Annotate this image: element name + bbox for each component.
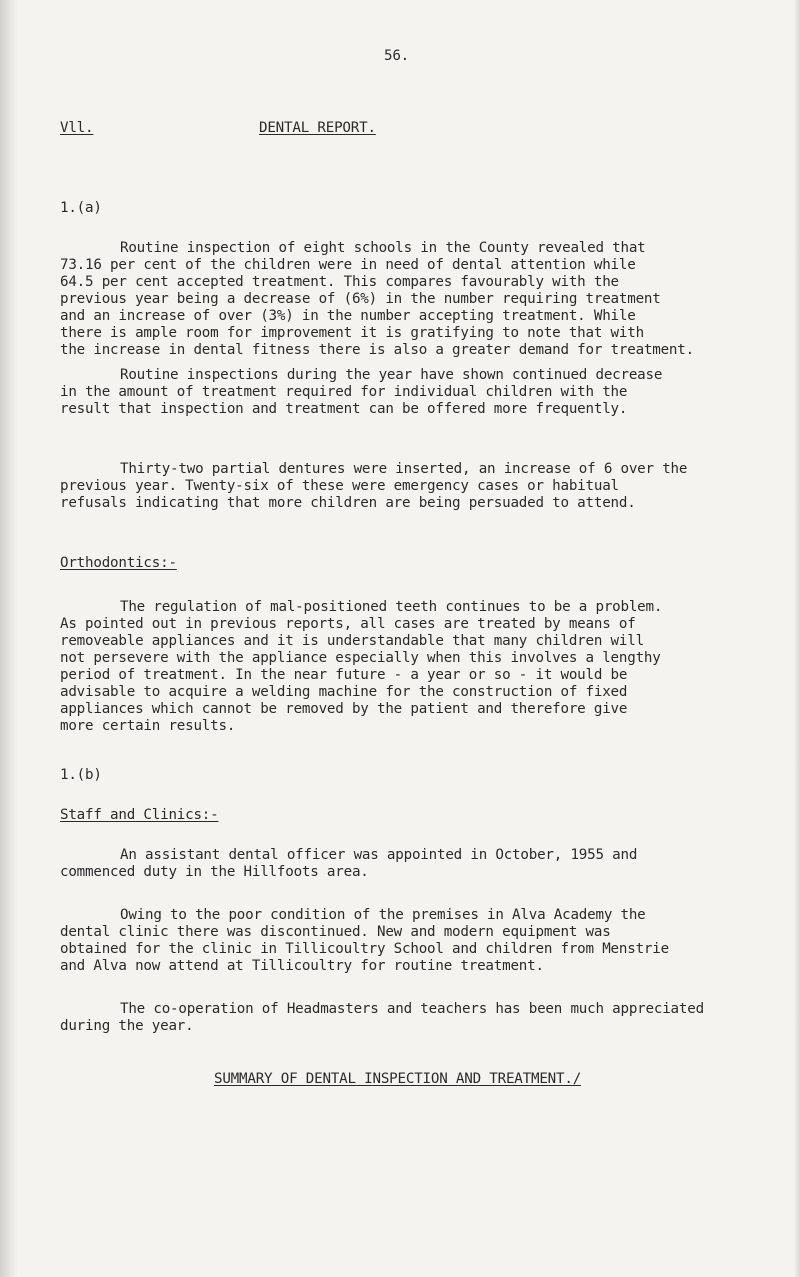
section-title: DENTAL REPORT.: [259, 120, 376, 136]
orthodontics-paragraph: The regulation of mal-positioned teeth continues to be a problem. As pointed out in previous reports, all cases are treated by means of removeable appliances and it is understandable that many children will not persevere with the appliance especially when this involves a lengthy period of treatment. In the near future - a year or so - it would be advisable to acquire a welding machine for the construction of fixed appliances which cannot be removed by the patient and therefore give more certain results.: [60, 599, 663, 734]
summary-continuation-link[interactable]: SUMMARY OF DENTAL INSPECTION AND TREATMENT./: [214, 1071, 582, 1087]
subsection-1b-label: 1.(b): [60, 767, 102, 783]
section-number: Vll.: [60, 120, 94, 136]
paragraph-1a-2: Routine inspections during the year have shown continued decrease in the amount of treatment required for individual children with the result that inspection and treatment can be offered more frequently.: [60, 367, 663, 417]
paragraph-1a-1: Routine inspection of eight schools in the County revealed that 73.16 per cent of the children were in need of dental attention while 64.5 per cent accepted treatment. This compares favourably with the previous year being a decrease of (6%) in the number requiring treatment and an increase of over (3%) in the number accepting treatment. While there is ample room for improvement it is gratifying to note that with the increase in dental fitness there is also a greater demand for treatment.: [60, 240, 694, 358]
staff-paragraph-2: Owing to the poor condition of the premises in Alva Academy the dental clinic there was discontinued. New and modern equipment was obtained for the clinic in Tillicoultry School and children from Menstrie and Alva now attend at Tillicoultry for routine treatment.: [60, 907, 669, 974]
staff-paragraph-3: The co-operation of Headmasters and teachers has been much appreciated during the year.: [60, 1001, 704, 1034]
page-right-edge: [794, 0, 800, 1277]
subsection-1a-label: 1.(a): [60, 200, 102, 216]
page-number: 56.: [384, 48, 410, 64]
staff-paragraph-1: An assistant dental officer was appointed in October, 1955 and commenced duty in the Hillfoots area.: [60, 847, 638, 880]
paragraph-1a-3: Thirty-two partial dentures were inserted, an increase of 6 over the previous year. Twenty-six of these were emergency cases or habitual refusals indicating that more children are being persuaded to attend.: [60, 461, 688, 511]
orthodontics-heading: Orthodontics:-: [60, 555, 177, 571]
staff-clinics-heading: Staff and Clinics:-: [60, 807, 219, 823]
page-binding-edge: [0, 0, 18, 1277]
